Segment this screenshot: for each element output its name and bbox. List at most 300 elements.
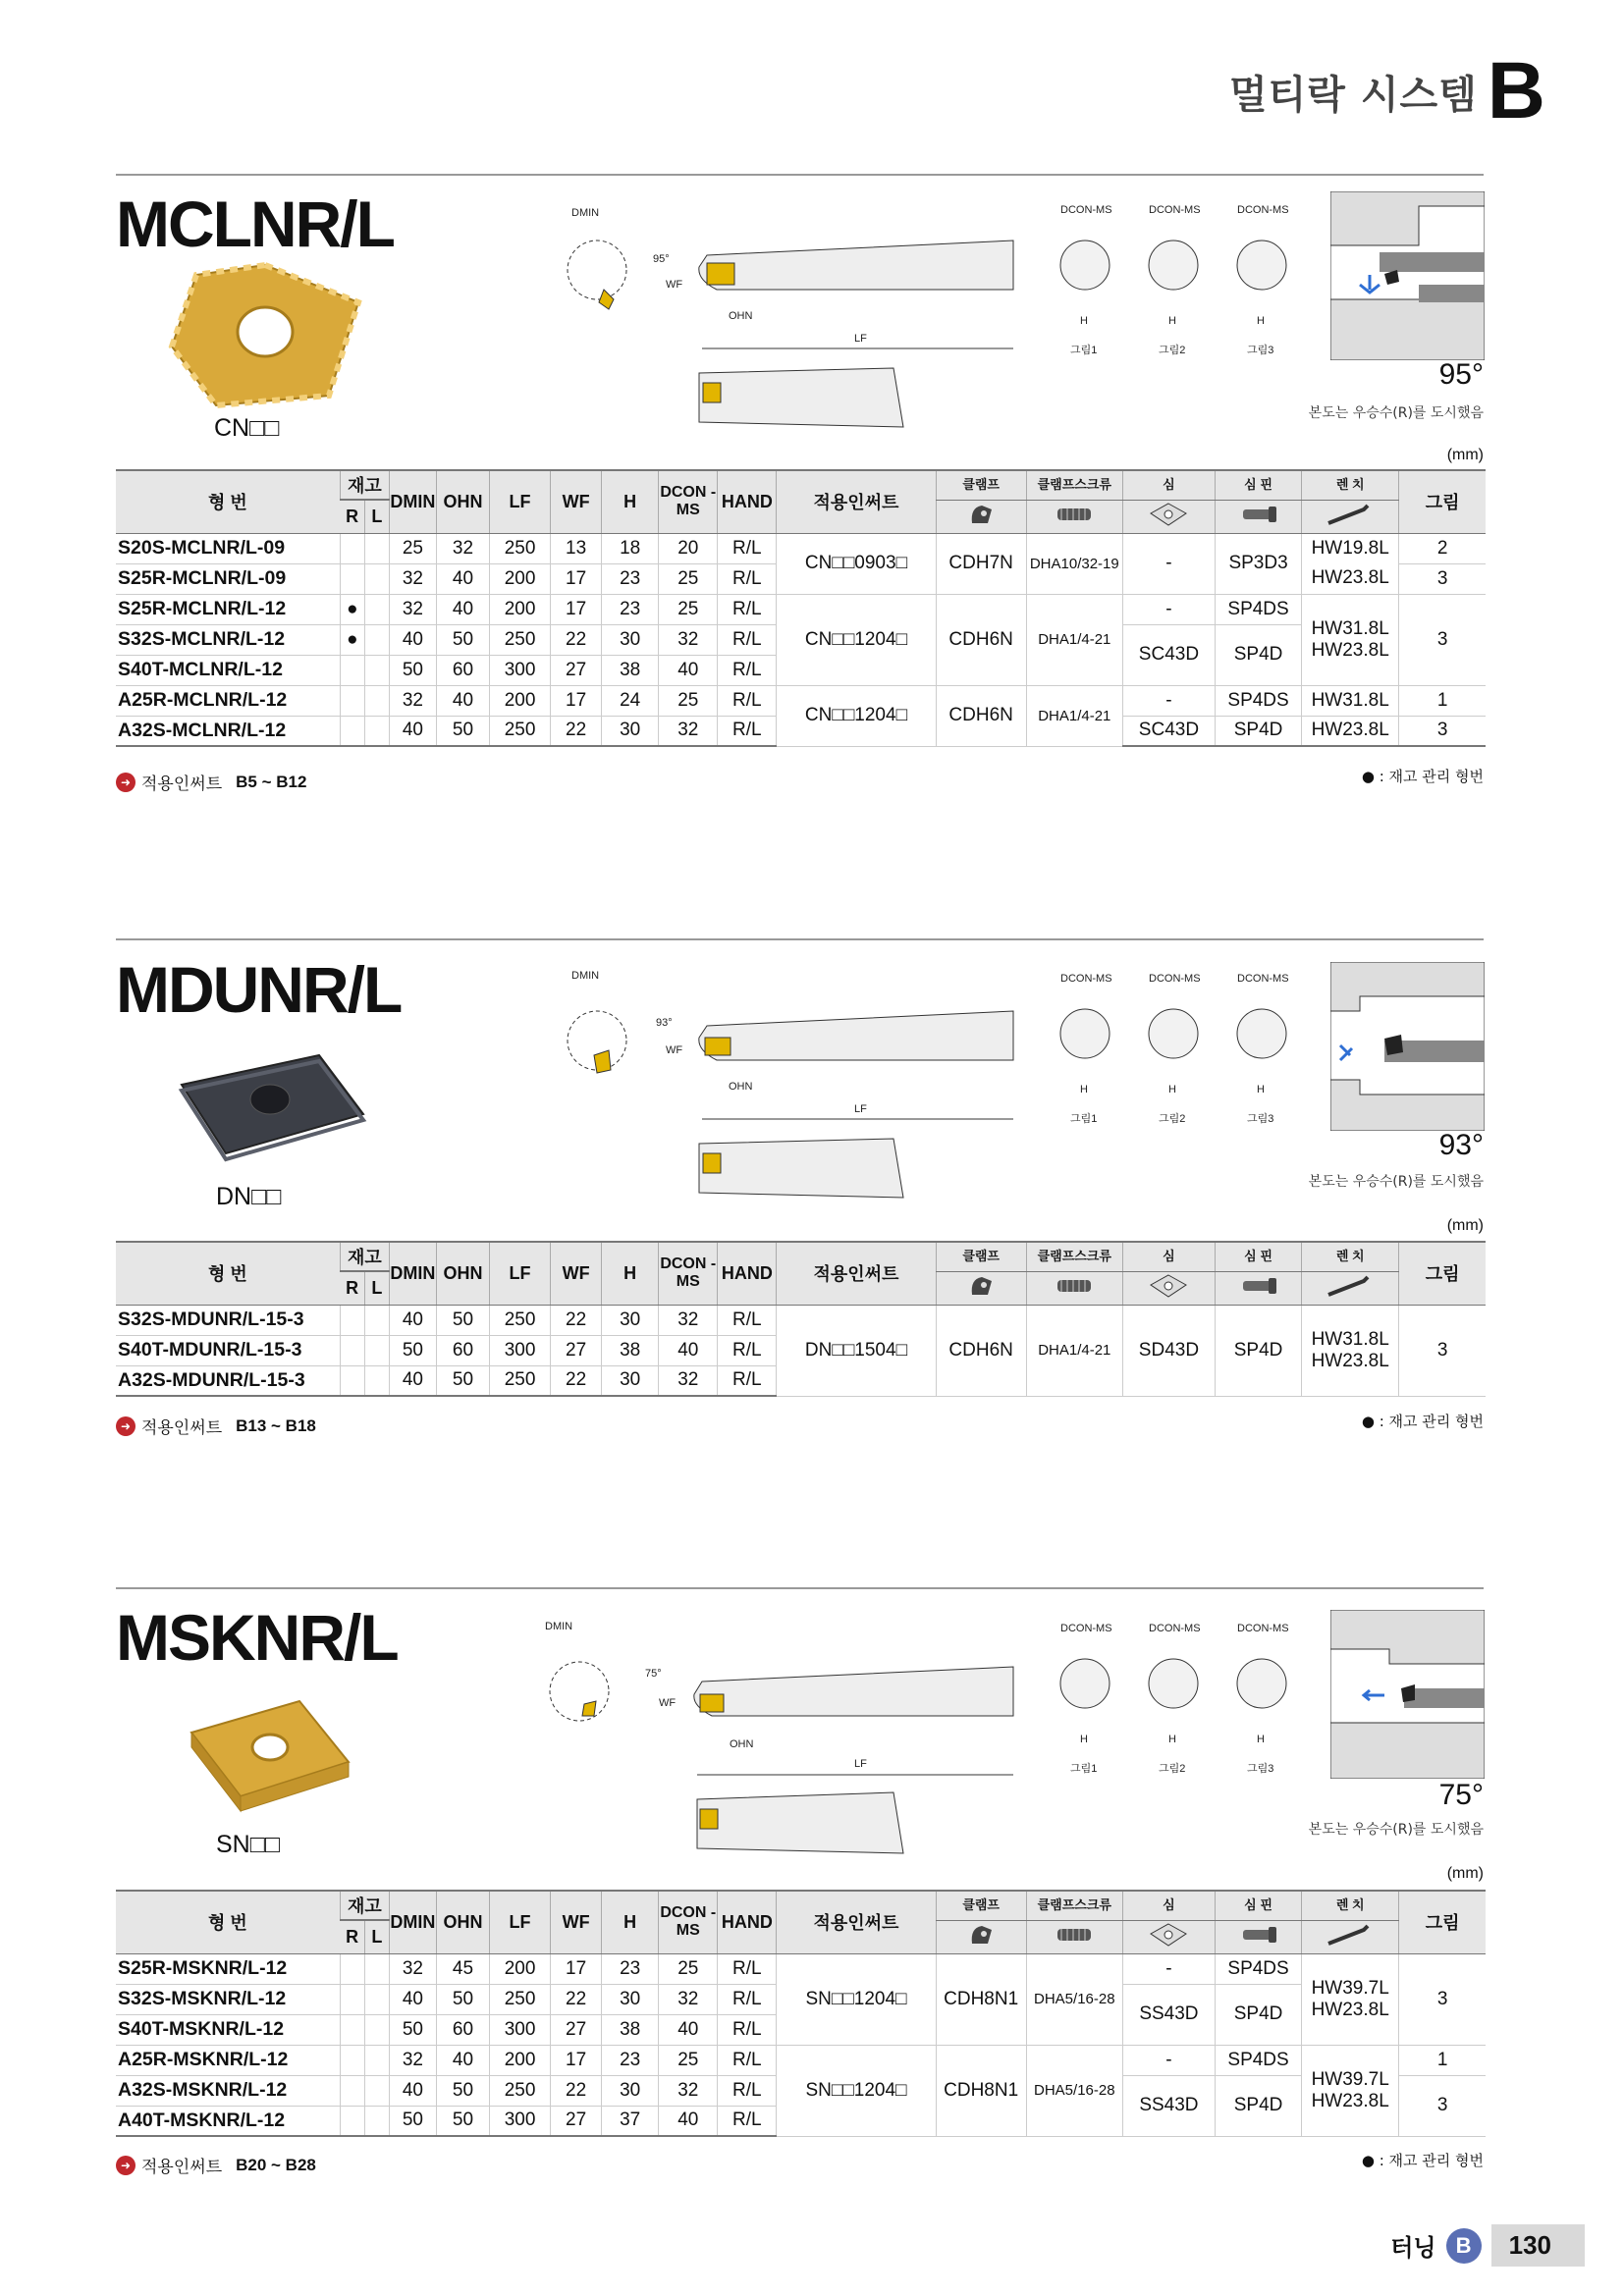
- column-header: H: [602, 1891, 659, 1953]
- table-cell: 40: [389, 716, 436, 746]
- table-cell: 32: [389, 563, 436, 594]
- column-header: DMIN: [389, 1242, 436, 1305]
- table-cell: R/L: [718, 1305, 777, 1335]
- insert-reference[interactable]: ➜ 적용인써트 B13 ~ B18: [116, 1414, 316, 1438]
- table-cell: [364, 533, 389, 563]
- table-cell: HW23.8L: [1302, 563, 1399, 594]
- dimension-label: DMIN: [545, 1621, 573, 1632]
- table-cell: 50: [436, 716, 489, 746]
- table-cell: CDH6N: [936, 1305, 1026, 1396]
- angle-label: 95°: [653, 253, 670, 265]
- table-cell: R/L: [718, 1365, 777, 1396]
- table-cell: HW19.8L: [1302, 533, 1399, 563]
- dimension-label: DCON-MS: [1237, 973, 1289, 985]
- table-cell: R/L: [718, 1335, 777, 1365]
- column-header: 클램프: [936, 1891, 1026, 1920]
- table-cell: 18: [602, 533, 659, 563]
- table-cell: 32: [659, 1365, 718, 1396]
- col-wrench: 렌 치: [1302, 470, 1399, 500]
- table-cell: 32: [659, 1984, 718, 2014]
- column-header: 그림: [1399, 1891, 1486, 1953]
- table-cell: 32: [659, 624, 718, 655]
- screw-icon: [1026, 500, 1122, 533]
- divider: [116, 1587, 1484, 1589]
- column-header: 클램프스크류: [1026, 1891, 1122, 1920]
- insert-reference[interactable]: ➜ 적용인써트 B20 ~ B28: [116, 2153, 316, 2177]
- col-fig: 그림: [1399, 470, 1486, 533]
- col-dmin: DMIN: [389, 470, 436, 533]
- table-cell: S32S-MSKNR/L-12: [116, 1984, 340, 2014]
- table-cell: 13: [551, 533, 602, 563]
- table-cell: A32S-MDUNR/L-15-3: [116, 1365, 340, 1396]
- table-cell: SP4D: [1215, 716, 1301, 746]
- table-cell: R/L: [718, 2045, 777, 2075]
- table-cell: 300: [490, 2106, 551, 2136]
- shim-pin-icon: [1215, 1271, 1301, 1305]
- table-cell: [364, 1365, 389, 1396]
- tool-dimension-diagram: [535, 1618, 1041, 1863]
- shim-pin-icon: [1215, 500, 1301, 533]
- dimension-label: H: [1257, 1084, 1265, 1095]
- table-cell: 50: [389, 655, 436, 685]
- table-cell: 3: [1399, 1953, 1486, 2045]
- insert-image-cn: [157, 253, 373, 410]
- shim-icon: [1122, 1271, 1215, 1305]
- dimension-label: DCON-MS: [1149, 1623, 1201, 1634]
- table-cell: 32: [389, 2045, 436, 2075]
- table-cell: [340, 1305, 364, 1335]
- col-shim: 심: [1122, 470, 1215, 500]
- clamp-icon: [936, 500, 1026, 533]
- dimension-label: OHN: [729, 1081, 753, 1093]
- wrench-value: HW23.8L: [1311, 1350, 1389, 1371]
- table-cell: -: [1122, 594, 1215, 624]
- table-cell: 27: [551, 655, 602, 685]
- table-cell: [364, 1953, 389, 1984]
- column-header: H: [602, 1242, 659, 1305]
- table-cell: [364, 685, 389, 716]
- column-header: OHN: [436, 1891, 489, 1953]
- table-cell: R/L: [718, 2075, 777, 2106]
- table-cell: SP4DS: [1215, 1953, 1301, 1984]
- table-cell: 38: [602, 1335, 659, 1365]
- table-cell: 200: [490, 685, 551, 716]
- table-cell: 40: [436, 594, 489, 624]
- table-cell: 23: [602, 1953, 659, 1984]
- col-insert: 적용인써트: [777, 470, 936, 533]
- table-cell: [364, 1335, 389, 1365]
- table-cell: 3: [1399, 563, 1486, 594]
- table-cell: CDH7N: [936, 533, 1026, 594]
- table-cell: [340, 1953, 364, 1984]
- column-header: R: [340, 1271, 364, 1305]
- table-cell: [340, 2014, 364, 2045]
- footer-badge: B: [1446, 2228, 1482, 2264]
- column-header: 심: [1122, 1891, 1215, 1920]
- table-cell: SP4DS: [1215, 2045, 1301, 2075]
- clamp-icon: [936, 1271, 1026, 1305]
- table-cell: 30: [602, 2075, 659, 2106]
- table-cell: 40: [436, 563, 489, 594]
- tool-dimension-diagram: [560, 196, 1041, 442]
- table-cell: 50: [436, 1984, 489, 2014]
- table-cell: 27: [551, 2106, 602, 2136]
- table-cell: 40: [436, 685, 489, 716]
- table-cell: SN□□1204□: [777, 2045, 936, 2136]
- table-cell: A32S-MCLNR/L-12: [116, 716, 340, 746]
- machining-illustration: [1330, 191, 1485, 360]
- table-cell: 22: [551, 624, 602, 655]
- table-cell: R/L: [718, 685, 777, 716]
- table-cell: [364, 563, 389, 594]
- table-cell: [364, 624, 389, 655]
- table-cell: 300: [490, 1335, 551, 1365]
- table-cell: 32: [659, 1305, 718, 1335]
- table-cell: SD43D: [1122, 1305, 1215, 1396]
- table-cell: S32S-MCLNR/L-12: [116, 624, 340, 655]
- table-cell: 30: [602, 624, 659, 655]
- product-title: MSKNR/L: [116, 1601, 398, 1674]
- column-header: WF: [551, 1242, 602, 1305]
- table-cell: 20: [659, 533, 718, 563]
- page-footer: [1390, 2224, 1585, 2267]
- table-cell: SC43D: [1122, 716, 1215, 746]
- dimension-label: H: [1257, 1734, 1265, 1745]
- table-cell: S40T-MSKNR/L-12: [116, 2014, 340, 2045]
- column-header: 적용인써트: [777, 1891, 936, 1953]
- column-header: 재고: [340, 1891, 389, 1920]
- dimension-label: DCON-MS: [1060, 1623, 1112, 1634]
- dimension-label: WF: [659, 1697, 677, 1709]
- table-row: [116, 685, 1486, 716]
- wrench-value: HW39.7L: [1311, 1977, 1389, 1999]
- table-cell: 50: [389, 2014, 436, 2045]
- table-cell: S25R-MSKNR/L-12: [116, 1953, 340, 1984]
- table-cell: CN□□1204□: [777, 594, 936, 685]
- table-cell: 17: [551, 1953, 602, 1984]
- insert-reference[interactable]: ➜ 적용인써트 B5 ~ B12: [116, 770, 306, 794]
- dimension-label: H: [1168, 1734, 1176, 1745]
- table-cell: 23: [602, 563, 659, 594]
- unit-label: (mm): [1446, 447, 1484, 463]
- table-cell: 30: [602, 1305, 659, 1335]
- table-cell: CDH6N: [936, 685, 1026, 746]
- unit-label: (mm): [1446, 1217, 1484, 1234]
- table-cell: 22: [551, 1984, 602, 2014]
- machining-illustration: [1330, 1610, 1485, 1779]
- table-cell: 32: [436, 533, 489, 563]
- column-header: 심: [1122, 1242, 1215, 1271]
- shim-pin-icon: [1215, 1920, 1301, 1953]
- chapter-header: [1229, 46, 1545, 135]
- insert-image-dn: [172, 1045, 368, 1163]
- table-cell: SP3D3: [1215, 533, 1301, 594]
- column-header: 렌 치: [1302, 1891, 1399, 1920]
- table-cell: 200: [490, 2045, 551, 2075]
- table-cell: 1: [1399, 685, 1486, 716]
- table-cell: 40: [389, 624, 436, 655]
- table-cell: 25: [659, 1953, 718, 1984]
- shim-icon: [1122, 500, 1215, 533]
- column-header: 적용인써트: [777, 1242, 936, 1305]
- shank-cross-sections: [1051, 970, 1306, 1127]
- table-cell: 250: [490, 1305, 551, 1335]
- h-label-2: H: [1168, 315, 1176, 327]
- table-cell: R/L: [718, 2014, 777, 2045]
- table-row: [116, 533, 1486, 563]
- table-cell: 25: [659, 685, 718, 716]
- product-title: MDUNR/L: [116, 953, 402, 1026]
- table-cell: 300: [490, 655, 551, 685]
- table-cell: 40: [436, 2045, 489, 2075]
- table-cell: S25R-MCLNR/L-12: [116, 594, 340, 624]
- dimension-label: H: [1168, 1084, 1176, 1095]
- column-header: OHN: [436, 1242, 489, 1305]
- table-cell: R/L: [718, 624, 777, 655]
- col-hand: HAND: [718, 470, 777, 533]
- table-cell: DHA5/16-28: [1026, 2045, 1122, 2136]
- table-cell: CDH8N1: [936, 1953, 1026, 2045]
- table-cell: 60: [436, 655, 489, 685]
- lf-label: LF: [854, 333, 867, 345]
- tool-dimension-diagram: [560, 967, 1041, 1212]
- dimension-label: H: [1080, 1734, 1088, 1745]
- table-cell: 32: [659, 2075, 718, 2106]
- column-header: 형 번: [116, 1891, 340, 1953]
- table-cell: [1302, 1953, 1399, 2045]
- wrench-value: HW31.8L: [1311, 617, 1389, 639]
- wrench-value: HW23.8L: [1311, 1999, 1389, 2020]
- table-cell: A40T-MSKNR/L-12: [116, 2106, 340, 2136]
- wrench-value: HW31.8L: [1311, 1328, 1389, 1350]
- insert-code: DN□□: [216, 1183, 282, 1210]
- column-header: DCON -MS: [659, 1891, 718, 1953]
- dimension-label: 그림1: [1070, 1113, 1098, 1125]
- table-cell: A25R-MCLNR/L-12: [116, 685, 340, 716]
- arrow-right-icon: ➜: [116, 1416, 135, 1436]
- stock-legend: ● : 재고 관리 형번: [1361, 2152, 1484, 2169]
- table-cell: DHA1/4-21: [1026, 685, 1122, 746]
- table-cell: 25: [659, 2045, 718, 2075]
- table-cell: 200: [490, 563, 551, 594]
- table-cell: 25: [659, 594, 718, 624]
- table-cell: 250: [490, 1984, 551, 2014]
- table-cell: 32: [659, 716, 718, 746]
- ohn-label: OHN: [729, 310, 753, 322]
- table-cell: 30: [602, 1365, 659, 1396]
- table-cell: 40: [659, 655, 718, 685]
- table-cell: 30: [602, 716, 659, 746]
- drawing-note: 본도는 우승수(R)를 도시했음: [1308, 1822, 1484, 1838]
- column-header: 재고: [340, 1242, 389, 1271]
- insert-code: CN□□: [214, 414, 280, 442]
- table-cell: 40: [389, 1365, 436, 1396]
- table-cell: 32: [389, 1953, 436, 1984]
- dimension-label: DCON-MS: [1060, 973, 1112, 985]
- column-header: 렌 치: [1302, 1242, 1399, 1271]
- table-cell: 200: [490, 1953, 551, 1984]
- screw-icon: [1026, 1920, 1122, 1953]
- table-cell: 50: [436, 624, 489, 655]
- column-header: 심 핀: [1215, 1242, 1301, 1271]
- column-header: 클램프스크류: [1026, 1242, 1122, 1271]
- spec-table: [116, 1241, 1486, 1397]
- table-cell: 37: [602, 2106, 659, 2136]
- column-header: HAND: [718, 1242, 777, 1305]
- dimension-label: DMIN: [571, 970, 600, 982]
- table-cell: 27: [551, 1335, 602, 1365]
- table-cell: 50: [389, 2106, 436, 2136]
- table-cell: 250: [490, 2075, 551, 2106]
- spec-table: [116, 469, 1486, 747]
- drawing-note: 본도는 우승수(R)를 도시했음: [1308, 405, 1484, 421]
- table-cell: 45: [436, 1953, 489, 1984]
- dimension-label: LF: [854, 1758, 867, 1770]
- table-cell: -: [1122, 533, 1215, 594]
- col-clamp: 클램프: [936, 470, 1026, 500]
- lead-angle: 75°: [1438, 1779, 1484, 1811]
- table-cell: 30: [602, 1984, 659, 2014]
- table-cell: 2: [1399, 533, 1486, 563]
- table-cell: SN□□1204□: [777, 1953, 936, 2045]
- table-cell: DHA5/16-28: [1026, 1953, 1122, 2045]
- table-cell: R/L: [718, 716, 777, 746]
- table-cell: -: [1122, 2045, 1215, 2075]
- stock-legend: ● : 재고 관리 형번: [1361, 1413, 1484, 1430]
- arrow-right-icon: ➜: [116, 773, 135, 792]
- table-cell: [340, 716, 364, 746]
- table-cell: SP4DS: [1215, 685, 1301, 716]
- table-cell: [1302, 2045, 1399, 2136]
- table-cell: 3: [1399, 2075, 1486, 2136]
- table-cell: 22: [551, 1365, 602, 1396]
- dimension-label: WF: [666, 1044, 683, 1056]
- table-cell: R/L: [718, 1984, 777, 2014]
- table-cell: -: [1122, 1953, 1215, 1984]
- table-cell: R/L: [718, 533, 777, 563]
- table-cell: DHA1/4-21: [1026, 1305, 1122, 1396]
- table-cell: 17: [551, 2045, 602, 2075]
- table-cell: 38: [602, 2014, 659, 2045]
- table-cell: [364, 1984, 389, 2014]
- wrench-icon: [1302, 1920, 1399, 1953]
- column-header: LF: [490, 1891, 551, 1953]
- table-cell: [1302, 1305, 1399, 1396]
- table-cell: 50: [436, 1365, 489, 1396]
- table-cell: 300: [490, 2014, 551, 2045]
- table-cell: S20S-MCLNR/L-09: [116, 533, 340, 563]
- column-header: DMIN: [389, 1891, 436, 1953]
- table-cell: R/L: [718, 2106, 777, 2136]
- table-cell: 1: [1399, 2045, 1486, 2075]
- table-cell: [364, 2045, 389, 2075]
- insert-code: SN□□: [216, 1831, 280, 1858]
- table-cell: 32: [389, 594, 436, 624]
- table-cell: [340, 563, 364, 594]
- table-cell: [340, 1984, 364, 2014]
- clamp-icon: [936, 1920, 1026, 1953]
- col-dcon: DCON -MS: [659, 470, 718, 533]
- table-cell: R/L: [718, 594, 777, 624]
- table-cell: [364, 2075, 389, 2106]
- table-cell: 40: [389, 1305, 436, 1335]
- footer-label: 터닝: [1390, 2234, 1436, 2262]
- table-cell: [364, 1305, 389, 1335]
- table-row: [116, 1953, 1486, 1984]
- table-cell: CN□□0903□: [777, 533, 936, 594]
- dimension-label: 그림2: [1159, 1763, 1186, 1775]
- wrench-value: HW23.8L: [1311, 639, 1389, 661]
- table-cell: CN□□1204□: [777, 685, 936, 746]
- table-cell: 250: [490, 624, 551, 655]
- unit-label: (mm): [1446, 1865, 1484, 1882]
- table-cell: SP4D: [1215, 1984, 1301, 2045]
- h-label-1: H: [1080, 315, 1088, 327]
- table-cell: 3: [1399, 716, 1486, 746]
- table-cell: SP4D: [1215, 1305, 1301, 1396]
- table-cell: 3: [1399, 594, 1486, 685]
- table-cell: SC43D: [1122, 624, 1215, 685]
- fig1-label: 그림1: [1070, 345, 1098, 356]
- spec-table: [116, 1890, 1486, 2137]
- column-header: L: [364, 1271, 389, 1305]
- table-cell: [364, 2014, 389, 2045]
- col-shim-pin: 심 핀: [1215, 470, 1301, 500]
- insert-image-sn: [182, 1693, 353, 1831]
- lead-angle: 95°: [1438, 358, 1484, 391]
- table-cell: S40T-MDUNR/L-15-3: [116, 1335, 340, 1365]
- table-cell: A25R-MSKNR/L-12: [116, 2045, 340, 2075]
- column-header: WF: [551, 1891, 602, 1953]
- dcon-label-1: DCON-MS: [1060, 204, 1112, 216]
- table-cell: [364, 2106, 389, 2136]
- table-row: [116, 2045, 1486, 2075]
- col-h: H: [602, 470, 659, 533]
- shank-cross-sections: [1051, 201, 1306, 358]
- dcon-label-2: DCON-MS: [1149, 204, 1201, 216]
- table-cell: 24: [602, 685, 659, 716]
- dimension-label: 75°: [645, 1668, 662, 1680]
- screw-icon: [1026, 1271, 1122, 1305]
- table-cell: 25: [659, 563, 718, 594]
- table-cell: CDH6N: [936, 594, 1026, 685]
- table-cell: S40T-MCLNR/L-12: [116, 655, 340, 685]
- dcon-label-3: DCON-MS: [1237, 204, 1289, 216]
- table-cell: 32: [389, 685, 436, 716]
- table-cell: R/L: [718, 1953, 777, 1984]
- table-cell: ●: [340, 594, 364, 624]
- table-cell: [364, 594, 389, 624]
- table-cell: [1302, 594, 1399, 685]
- table-cell: R/L: [718, 563, 777, 594]
- table-cell: SP4D: [1215, 624, 1301, 685]
- table-cell: 38: [602, 655, 659, 685]
- dimension-label: 그림1: [1070, 1763, 1098, 1775]
- col-model: 형 번: [116, 470, 340, 533]
- table-cell: 40: [389, 1984, 436, 2014]
- table-cell: [340, 1335, 364, 1365]
- table-cell: S32S-MDUNR/L-15-3: [116, 1305, 340, 1335]
- table-cell: R/L: [718, 655, 777, 685]
- table-cell: [364, 655, 389, 685]
- table-cell: 23: [602, 2045, 659, 2075]
- h-label-3: H: [1257, 315, 1265, 327]
- chapter-letter: B: [1487, 46, 1545, 135]
- table-cell: 60: [436, 1335, 489, 1365]
- col-clamp-screw: 클램프스크류: [1026, 470, 1122, 500]
- table-cell: HW23.8L: [1302, 716, 1399, 746]
- table-cell: 17: [551, 594, 602, 624]
